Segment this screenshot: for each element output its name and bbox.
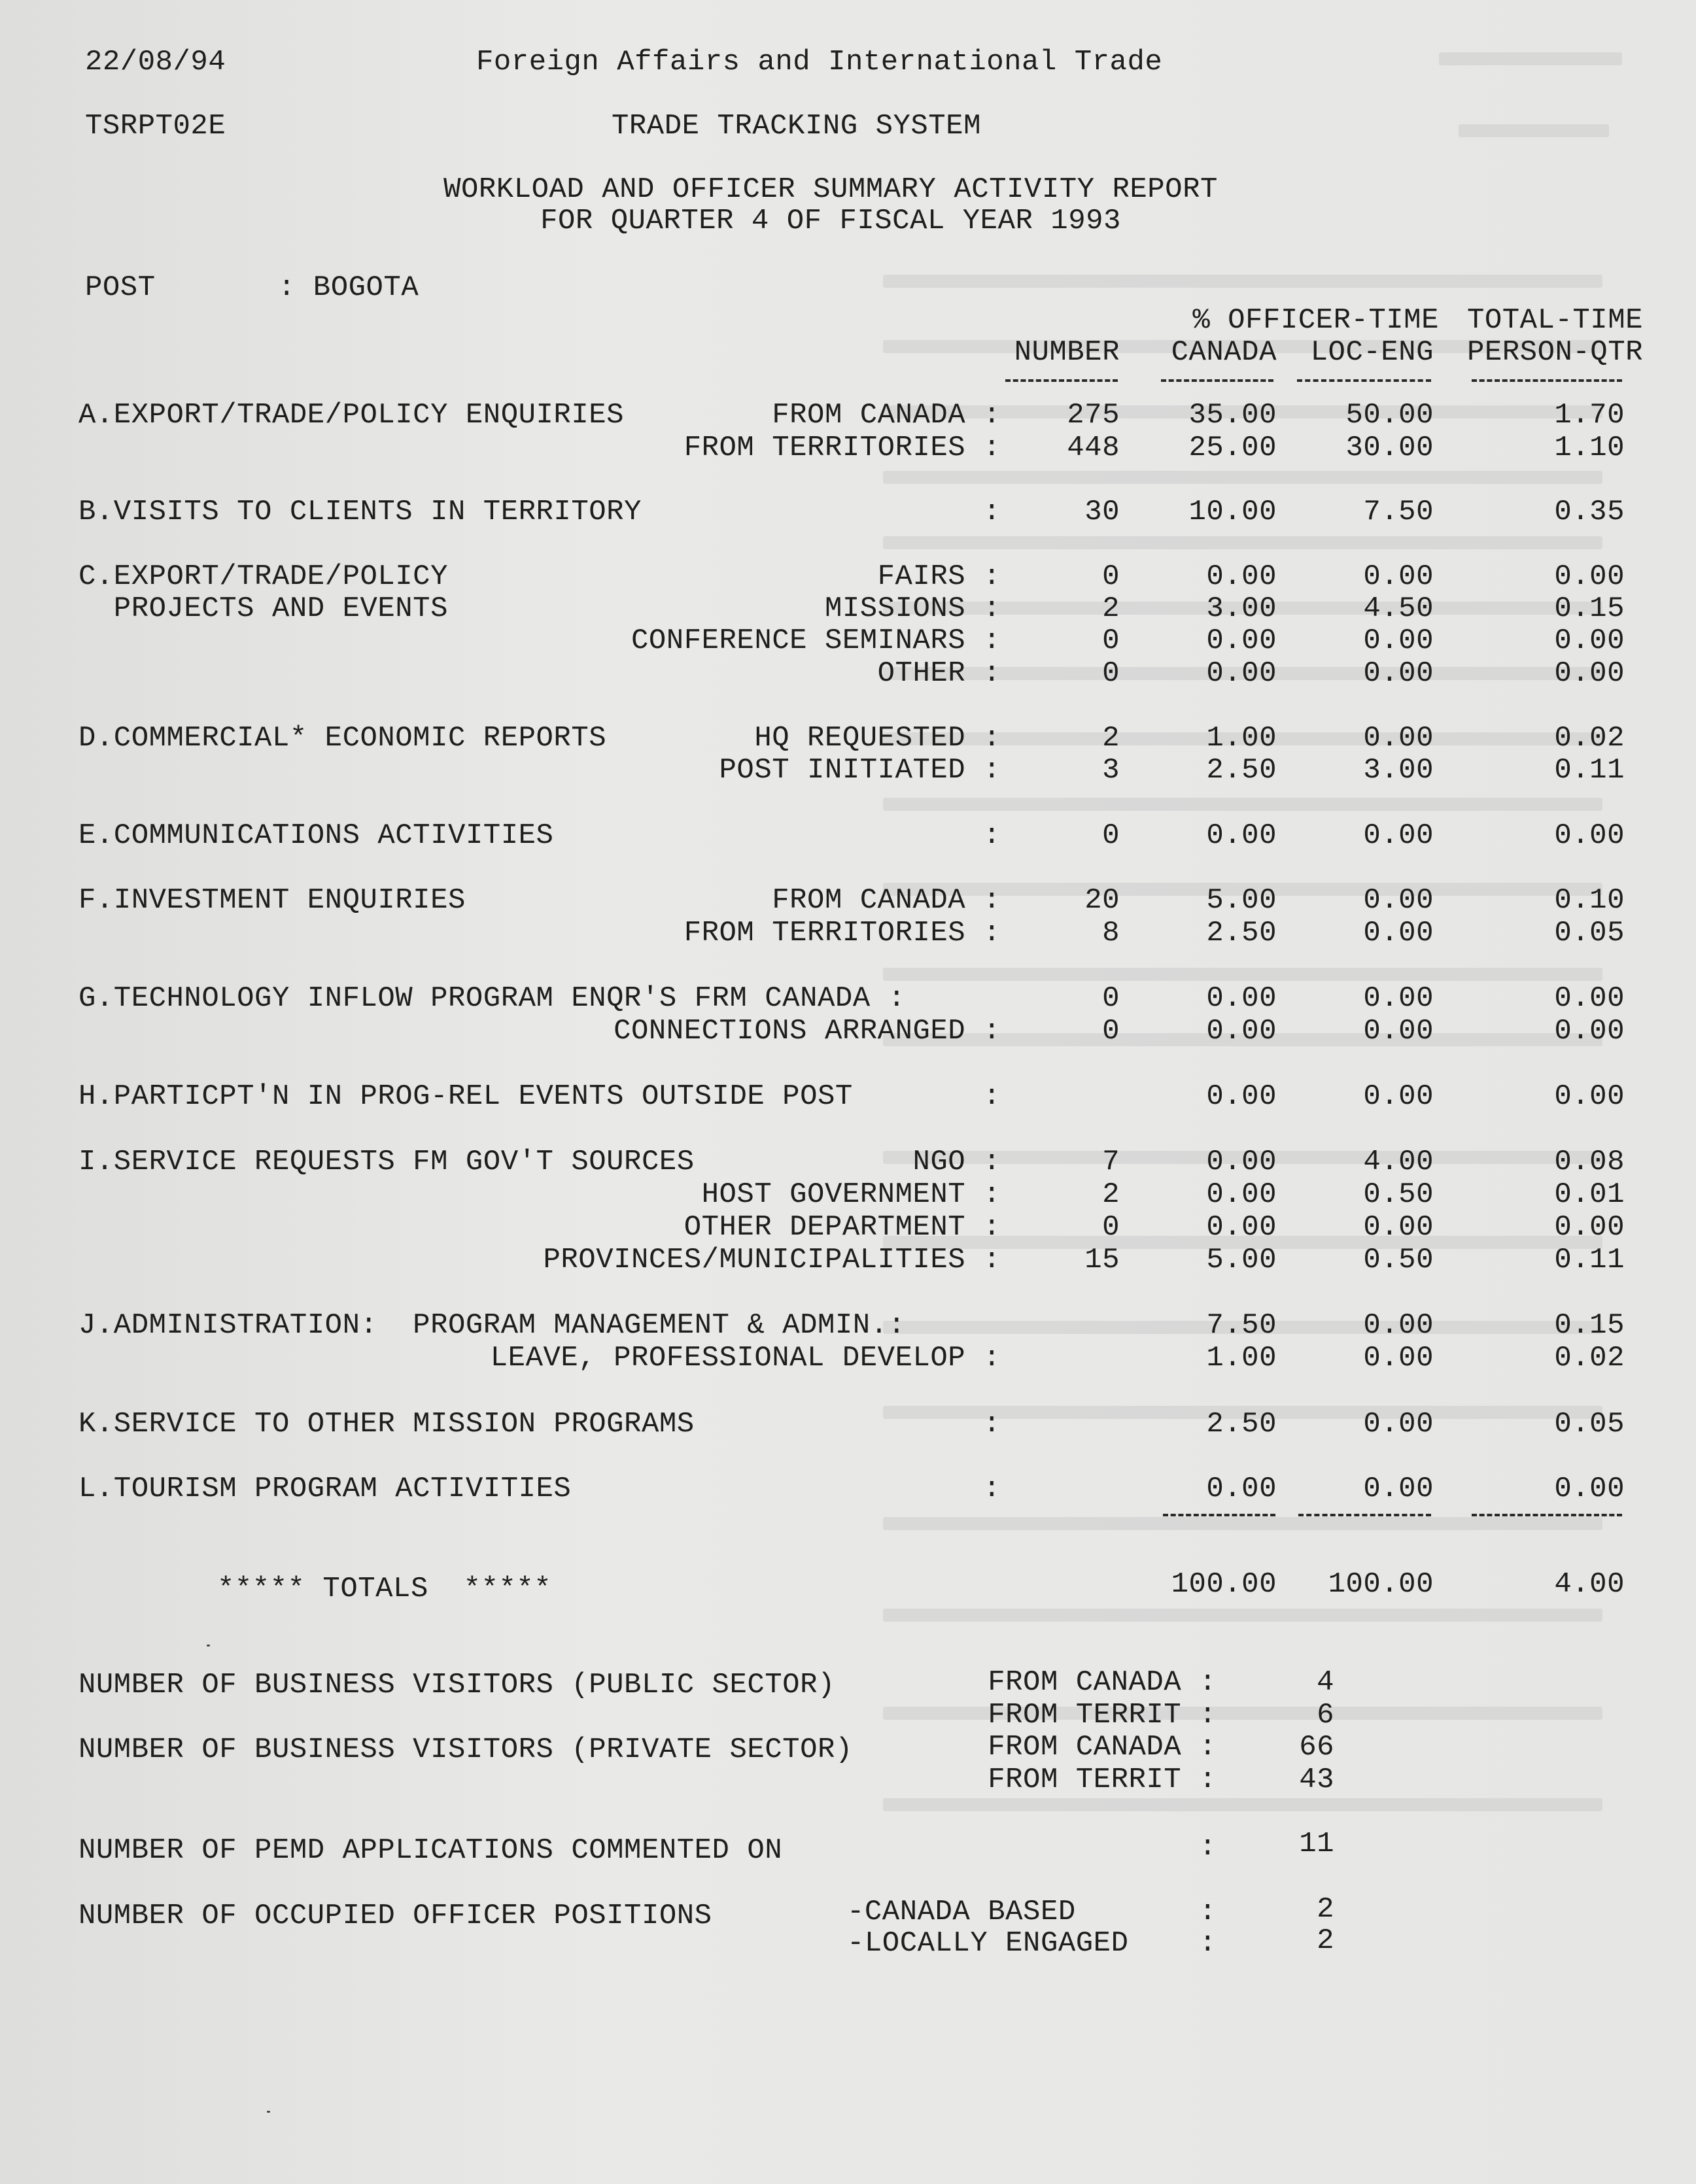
report-code: TSRPT02E — [85, 110, 226, 143]
row-canada-pct: 0.00 — [1206, 1473, 1277, 1505]
row-subcategory-label: FROM CANADA : — [772, 884, 1001, 917]
row-person-qtr: 0.00 — [1554, 982, 1625, 1015]
row-category-label: A.EXPORT/TRADE/POLICY ENQUIRIES — [78, 399, 625, 432]
row-canada-pct: 5.00 — [1206, 1244, 1277, 1276]
pemd-colon: : — [1199, 1831, 1217, 1864]
row-number: 0 — [1102, 624, 1120, 657]
row-loc-eng-pct: 50.00 — [1345, 399, 1434, 432]
row-person-qtr: 0.00 — [1554, 1473, 1625, 1505]
column-header-number: NUMBER — [1014, 336, 1120, 369]
row-number: 275 — [1067, 399, 1120, 432]
row-category-label: PROJECTS AND EVENTS — [78, 592, 448, 625]
column-header-canada: CANADA — [1171, 336, 1277, 369]
visitors-public-from-canada-label: FROM CANADA : — [988, 1666, 1217, 1699]
row-number: 2 — [1102, 1178, 1120, 1211]
positions-locally-engaged-colon: : — [1199, 1927, 1217, 1960]
row-number: 0 — [1102, 819, 1120, 852]
row-person-qtr: 0.11 — [1554, 754, 1625, 787]
paper-speck — [267, 2111, 270, 2113]
totals-person-qtr: 4.00 — [1554, 1568, 1625, 1601]
row-person-qtr: 0.00 — [1554, 624, 1625, 657]
row-canada-pct: 0.00 — [1206, 1080, 1277, 1113]
row-loc-eng-pct: 0.00 — [1363, 1080, 1434, 1113]
pemd-value: 11 — [1299, 1828, 1334, 1860]
post-label: POST — [85, 271, 156, 304]
row-loc-eng-pct: 0.50 — [1363, 1244, 1434, 1276]
row-loc-eng-pct: 0.00 — [1363, 917, 1434, 949]
row-category-label: J.ADMINISTRATION: PROGRAM MANAGEMENT & ADMIN.: — [78, 1309, 906, 1342]
row-subcategory-label: LEAVE, PROFESSIONAL DEVELOP : — [490, 1342, 1001, 1374]
row-category-label: E.COMMUNICATIONS ACTIVITIES — [78, 819, 554, 852]
row-canada-pct: 0.00 — [1206, 1015, 1277, 1048]
row-number: 20 — [1084, 884, 1120, 917]
row-number: 2 — [1102, 722, 1120, 755]
visitors-private-label: NUMBER OF BUSINESS VISITORS (PRIVATE SECTOR) — [78, 1733, 853, 1766]
positions-label: NUMBER OF OCCUPIED OFFICER POSITIONS — [78, 1900, 712, 1932]
row-canada-pct: 35.00 — [1188, 399, 1277, 432]
row-canada-pct: 0.00 — [1206, 560, 1277, 593]
row-number: 15 — [1084, 1244, 1120, 1276]
row-person-qtr: 0.35 — [1554, 496, 1625, 528]
row-person-qtr: 0.00 — [1554, 560, 1625, 593]
row-person-qtr: 0.00 — [1554, 657, 1625, 690]
row-number: 0 — [1102, 1015, 1120, 1048]
column-header-pct-officer-time: % OFFICER-TIME — [1192, 304, 1439, 337]
row-person-qtr: 0.11 — [1554, 1244, 1625, 1276]
visitors-private-from-territ-label: FROM TERRIT : — [988, 1764, 1217, 1796]
header-rule — [1472, 379, 1622, 384]
row-subcategory-label: FROM TERRITORIES : — [684, 432, 1001, 464]
row-person-qtr: 0.02 — [1554, 722, 1625, 755]
row-subcategory-label: MISSIONS : — [824, 592, 1001, 625]
row-person-qtr: 0.08 — [1554, 1146, 1625, 1178]
row-person-qtr: 0.00 — [1554, 1015, 1625, 1048]
row-person-qtr: 0.05 — [1554, 1408, 1625, 1441]
row-subcategory-label: HOST GOVERNMENT : — [701, 1178, 1001, 1211]
paper-speck — [207, 1645, 210, 1647]
row-number: 30 — [1084, 496, 1120, 528]
row-canada-pct: 0.00 — [1206, 1146, 1277, 1178]
row-subcategory-label: : — [983, 819, 1001, 852]
positions-locally-engaged-value: 2 — [1317, 1924, 1334, 1957]
row-category-label: C.EXPORT/TRADE/POLICY — [78, 560, 448, 593]
pemd-label: NUMBER OF PEMD APPLICATIONS COMMENTED ON — [78, 1834, 783, 1867]
row-loc-eng-pct: 0.50 — [1363, 1178, 1434, 1211]
row-canada-pct: 0.00 — [1206, 819, 1277, 852]
row-canada-pct: 5.00 — [1206, 884, 1277, 917]
positions-canada-based-value: 2 — [1317, 1893, 1334, 1926]
row-number: 2 — [1102, 592, 1120, 625]
visitors-private-from-territ-value: 43 — [1299, 1764, 1334, 1796]
row-category-label: K.SERVICE TO OTHER MISSION PROGRAMS — [78, 1408, 695, 1441]
header-rule — [1161, 379, 1273, 384]
column-header-person-qtr: PERSON-QTR — [1466, 336, 1643, 369]
row-subcategory-label: OTHER : — [877, 657, 1001, 690]
row-person-qtr: 0.00 — [1554, 1211, 1625, 1244]
row-subcategory-label: CONNECTIONS ARRANGED : — [614, 1015, 1001, 1048]
row-loc-eng-pct: 0.00 — [1363, 657, 1434, 690]
totals-label: ***** TOTALS ***** — [217, 1573, 552, 1605]
row-person-qtr: 0.15 — [1554, 1309, 1625, 1342]
row-person-qtr: 1.10 — [1554, 432, 1625, 464]
row-category-label: H.PARTICPT'N IN PROG-REL EVENTS OUTSIDE POST — [78, 1080, 853, 1113]
row-subcategory-label: NGO : — [912, 1146, 1001, 1178]
totals-loc-eng: 100.00 — [1328, 1568, 1434, 1601]
row-subcategory-label: FROM TERRITORIES : — [684, 917, 1001, 949]
row-loc-eng-pct: 4.00 — [1363, 1146, 1434, 1178]
positions-canada-based-colon: : — [1199, 1896, 1217, 1928]
row-subcategory-label: FROM CANADA : — [772, 399, 1001, 432]
row-canada-pct: 2.50 — [1206, 754, 1277, 787]
visitors-public-label: NUMBER OF BUSINESS VISITORS (PUBLIC SECTOR) — [78, 1669, 835, 1701]
row-canada-pct: 2.50 — [1206, 1408, 1277, 1441]
row-category-label: I.SERVICE REQUESTS FM GOV'T SOURCES — [78, 1146, 695, 1178]
totals-rule — [1472, 1514, 1622, 1519]
row-canada-pct: 25.00 — [1188, 432, 1277, 464]
row-category-label: D.COMMERCIAL* ECONOMIC REPORTS — [78, 722, 607, 755]
row-loc-eng-pct: 0.00 — [1363, 819, 1434, 852]
totals-canada: 100.00 — [1171, 1568, 1277, 1601]
row-canada-pct: 7.50 — [1206, 1309, 1277, 1342]
row-loc-eng-pct: 4.50 — [1363, 592, 1434, 625]
visitors-private-from-canada-label: FROM CANADA : — [988, 1731, 1217, 1764]
system-name: TRADE TRACKING SYSTEM — [612, 110, 981, 143]
row-loc-eng-pct: 0.00 — [1363, 624, 1434, 657]
report-period: FOR QUARTER 4 OF FISCAL YEAR 1993 — [540, 205, 1121, 237]
row-subcategory-label: OTHER DEPARTMENT : — [684, 1211, 1001, 1244]
row-number: 448 — [1067, 432, 1120, 464]
row-loc-eng-pct: 0.00 — [1363, 884, 1434, 917]
row-number: 0 — [1102, 1211, 1120, 1244]
row-canada-pct: 1.00 — [1206, 1342, 1277, 1374]
report-title: WORKLOAD AND OFFICER SUMMARY ACTIVITY REPORT — [443, 173, 1218, 206]
row-loc-eng-pct: 0.00 — [1363, 722, 1434, 755]
row-number: 8 — [1102, 917, 1120, 949]
row-canada-pct: 0.00 — [1206, 657, 1277, 690]
row-number: 0 — [1102, 560, 1120, 593]
row-number: 7 — [1102, 1146, 1120, 1178]
row-subcategory-label: : — [983, 1080, 1001, 1113]
row-loc-eng-pct: 0.00 — [1363, 1473, 1434, 1505]
post-value: : BOGOTA — [278, 271, 419, 304]
row-person-qtr: 0.05 — [1554, 917, 1625, 949]
row-person-qtr: 0.02 — [1554, 1342, 1625, 1374]
row-subcategory-label: : — [983, 1408, 1001, 1441]
row-person-qtr: 0.00 — [1554, 1080, 1625, 1113]
row-category-label: F.INVESTMENT ENQUIRIES — [78, 884, 466, 917]
row-number: 3 — [1102, 754, 1120, 787]
totals-rule — [1163, 1514, 1275, 1519]
totals-rule — [1298, 1514, 1431, 1519]
row-loc-eng-pct: 7.50 — [1363, 496, 1434, 528]
row-canada-pct: 0.00 — [1206, 982, 1277, 1015]
row-subcategory-label: CONFERENCE SEMINARS : — [631, 624, 1001, 657]
row-canada-pct: 0.00 — [1206, 624, 1277, 657]
visitors-public-from-territ-label: FROM TERRIT : — [988, 1699, 1217, 1732]
row-person-qtr: 0.00 — [1554, 819, 1625, 852]
row-person-qtr: 0.15 — [1554, 592, 1625, 625]
visitors-public-from-canada-value: 4 — [1317, 1666, 1334, 1699]
row-category-label: L.TOURISM PROGRAM ACTIVITIES — [78, 1473, 572, 1505]
row-loc-eng-pct: 0.00 — [1363, 1211, 1434, 1244]
row-canada-pct: 2.50 — [1206, 917, 1277, 949]
row-subcategory-label: : — [983, 496, 1001, 528]
row-person-qtr: 0.01 — [1554, 1178, 1625, 1211]
row-canada-pct: 1.00 — [1206, 722, 1277, 755]
column-header-loc-eng: LOC-ENG — [1310, 336, 1434, 369]
row-person-qtr: 1.70 — [1554, 399, 1625, 432]
row-loc-eng-pct: 0.00 — [1363, 1309, 1434, 1342]
row-subcategory-label: HQ REQUESTED : — [754, 722, 1001, 755]
row-canada-pct: 3.00 — [1206, 592, 1277, 625]
row-subcategory-label: POST INITIATED : — [719, 754, 1001, 787]
row-subcategory-label: FAIRS : — [877, 560, 1001, 593]
positions-canada-based-label: -CANADA BASED — [847, 1896, 1076, 1928]
row-loc-eng-pct: 0.00 — [1363, 1408, 1434, 1441]
row-number: 0 — [1102, 982, 1120, 1015]
row-category-label: G.TECHNOLOGY INFLOW PROGRAM ENQR'S FRM CANADA : — [78, 982, 906, 1015]
header-rule — [1005, 379, 1118, 384]
column-header-total-time: TOTAL-TIME — [1466, 304, 1643, 337]
row-canada-pct: 0.00 — [1206, 1211, 1277, 1244]
row-person-qtr: 0.10 — [1554, 884, 1625, 917]
row-loc-eng-pct: 0.00 — [1363, 982, 1434, 1015]
department-name: Foreign Affairs and International Trade — [476, 46, 1163, 78]
row-canada-pct: 10.00 — [1188, 496, 1277, 528]
header-rule — [1297, 379, 1431, 384]
row-loc-eng-pct: 30.00 — [1345, 432, 1434, 464]
row-loc-eng-pct: 0.00 — [1363, 1015, 1434, 1048]
row-loc-eng-pct: 0.00 — [1363, 560, 1434, 593]
row-loc-eng-pct: 0.00 — [1363, 1342, 1434, 1374]
visitors-public-from-territ-value: 6 — [1317, 1699, 1334, 1732]
row-category-label: B.VISITS TO CLIENTS IN TERRITORY — [78, 496, 642, 528]
visitors-private-from-canada-value: 66 — [1299, 1731, 1334, 1764]
row-subcategory-label: : — [983, 1473, 1001, 1505]
row-canada-pct: 0.00 — [1206, 1178, 1277, 1211]
report-date: 22/08/94 — [85, 46, 226, 78]
row-subcategory-label: PROVINCES/MUNICIPALITIES : — [543, 1244, 1001, 1276]
positions-locally-engaged-label: -LOCALLY ENGAGED — [847, 1927, 1129, 1960]
row-number: 0 — [1102, 657, 1120, 690]
row-loc-eng-pct: 3.00 — [1363, 754, 1434, 787]
